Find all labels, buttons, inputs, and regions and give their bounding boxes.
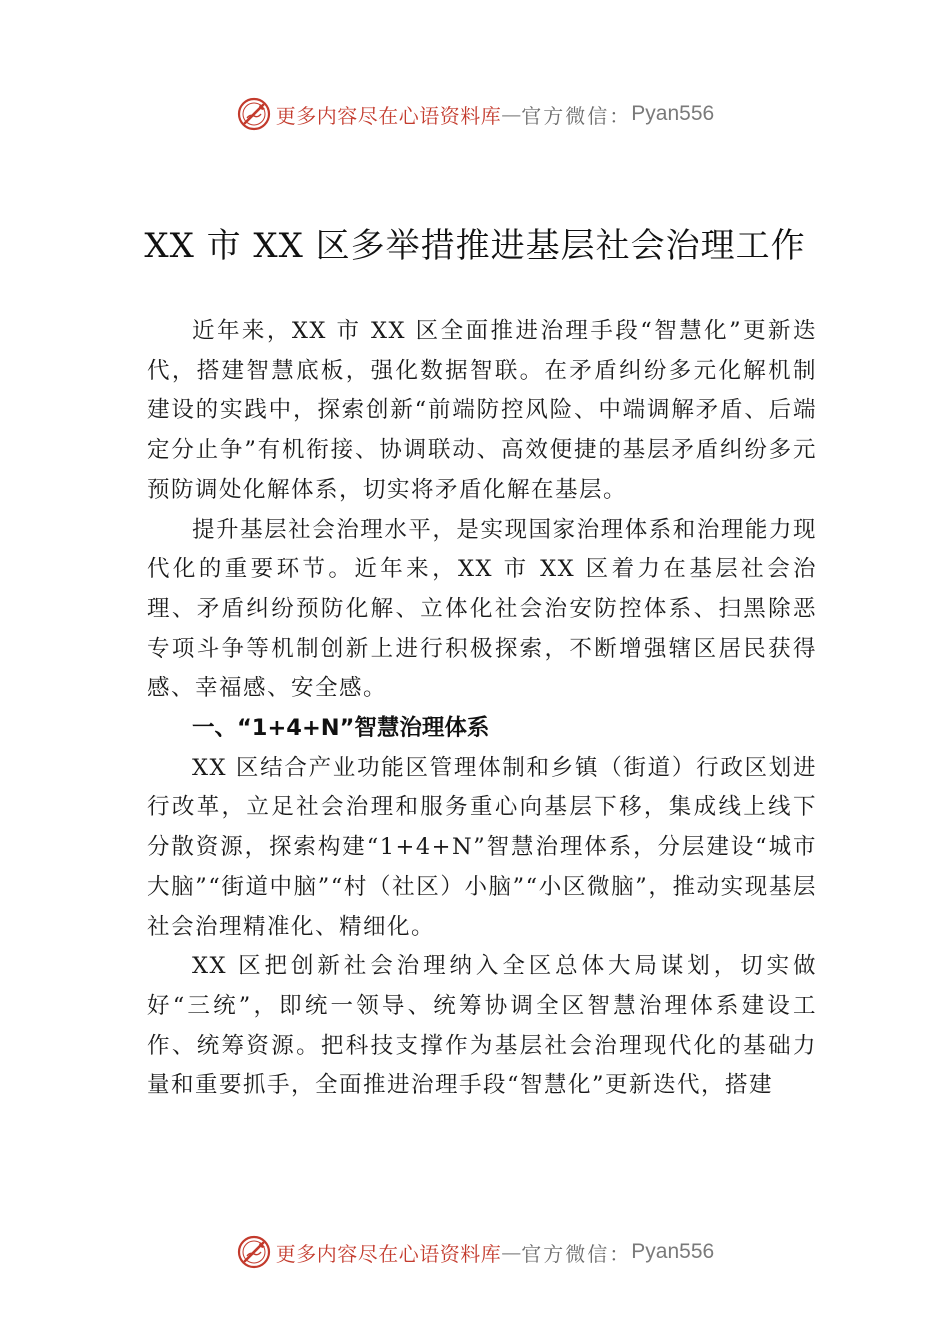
document-body: [147, 312, 817, 1106]
section-paragraph-1: XX 区结合产业功能区管理体制和乡镇（街道）行政区划进行改革，立足社会治理和服务重心向基层下移，集成线上线下分散资源，探索构建“1+4+N”智慧治理体系，分层建设“城市大脑”“街道中脑”“村（社区）小脑”“小区微脑”，推动实现基层社会治理精准化、精细化。: [147, 754, 817, 940]
wechat-label: 官方微信：: [521, 103, 632, 128]
intro-paragraph-2: 提升基层社会治理水平，是实现国家治理体系和治理能力现代化的重要环节。近年来，XX 市 XX 区着力在基层社会治理、矛盾纠纷预防化解、立体化社会治安防控体系、扫黑除恶专项斗争等机制创新上进行积极探索，不断增强辖区居民获得感、幸福感、安全感。: [147, 516, 817, 702]
header-banner-content: [236, 96, 714, 132]
brand-logo-icon: [236, 96, 272, 132]
banner-separator: —: [501, 102, 522, 126]
section-heading: 一、“1+4+N”智慧治理体系: [192, 715, 490, 742]
brand-logo-icon: [236, 1234, 272, 1270]
promo-text: 更多内容尽在心语资料库: [275, 103, 502, 128]
intro-paragraph-1: 近年来，XX 市 XX 区全面推进治理手段“智慧化”更新迭代，搭建智慧底板，强化数据智联。在矛盾纠纷多元化解机制建设的实践中，探索创新“前端防控风险、中端调解矛盾、后端定分止争”有机衔接、协调联动、高效便捷的基层矛盾纠纷多元预防调处化解体系，切实将矛盾化解在基层。: [147, 318, 817, 503]
footer-banner: [0, 1230, 950, 1274]
section-paragraph-2: XX 区把创新社会治理纳入全区总体大局谋划，切实做好“三统”，即统一领导、统筹协调全区智慧治理体系建设工作、统筹资源。把科技支撑作为基层社会治理现代化的基础力量和重要抓手，全面推进治理手段“智慧化”更新迭代，搭建: [147, 953, 817, 1099]
header-banner: [0, 92, 950, 136]
wechat-id: Pyan556: [631, 1240, 715, 1263]
wechat-label: 官方微信：: [521, 1241, 632, 1266]
footer-banner-content: [236, 1234, 714, 1270]
promo-text: 更多内容尽在心语资料库: [275, 1241, 502, 1266]
wechat-id: Pyan556: [631, 102, 715, 125]
banner-separator: —: [501, 1240, 522, 1264]
document-title: XX 市 XX 区多举措推进基层社会治理工作: [144, 226, 806, 266]
